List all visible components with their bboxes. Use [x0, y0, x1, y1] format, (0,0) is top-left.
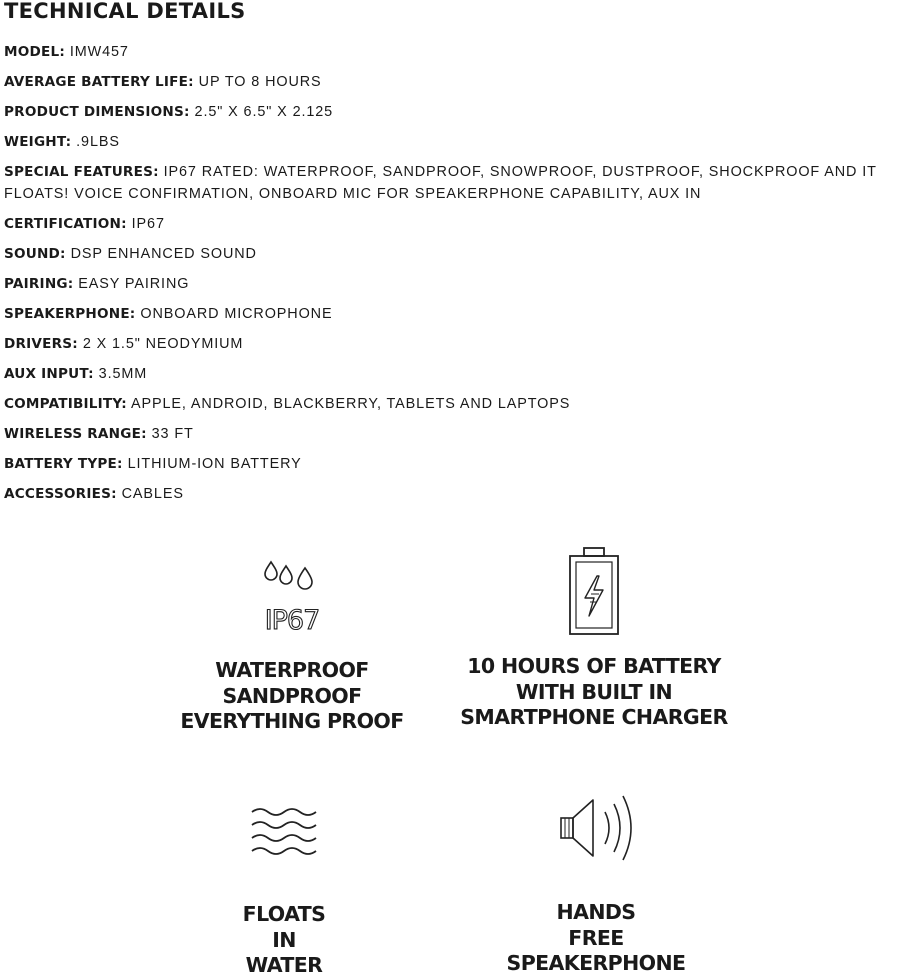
ip67-icon-text: IP67 — [264, 605, 320, 636]
speaker-icon — [553, 790, 639, 866]
spec-weight: WEIGHT: .9LBS — [4, 134, 120, 150]
spec-special-features: SPECIAL FEATURES: IP67 RATED: WATERPROOF, SANDPROOF, SNOWPROOF, DUSTPROOF, SHOCKPROOF AND IT FLOATS! VOICE CONFIRMATION, ONBOARD MIC FOR SPEAKERPHONE CAPABILITY, AUX IN — [4, 164, 877, 202]
feature-floats-caption: FLOATS IN WATER — [242, 902, 326, 977]
spec-wireless-range: WIRELESS RANGE: 33 FT — [4, 426, 194, 442]
page-title: TECHNICAL DETAILS — [4, 0, 246, 23]
battery-charging-icon — [566, 546, 622, 636]
spec-pairing: PAIRING: EASY PAIRING — [4, 276, 190, 292]
ip67-drops-icon — [257, 554, 327, 634]
spec-dimensions: PRODUCT DIMENSIONS: 2.5" X 6.5" X 2.125 — [4, 104, 334, 120]
feature-waterproof-caption: WATERPROOF SANDPROOF EVERYTHING PROOF — [180, 658, 404, 733]
feature-waterproof — [152, 554, 432, 735]
spec-aux-input: AUX INPUT: 3.5MM — [4, 366, 148, 382]
feature-speakerphone — [476, 790, 716, 977]
feature-floats — [174, 804, 394, 979]
spec-battery-type: BATTERY TYPE: LITHIUM-ION BATTERY — [4, 456, 302, 472]
spec-sound: SOUND: DSP ENHANCED SOUND — [4, 246, 257, 262]
spec-accessories: ACCESSORIES: CABLES — [4, 486, 184, 502]
spec-certification: CERTIFICATION: IP67 — [4, 216, 165, 232]
waves-icon — [249, 804, 319, 866]
feature-battery — [444, 546, 744, 731]
spec-battery-life: AVERAGE BATTERY LIFE: UP TO 8 HOURS — [4, 74, 322, 90]
spec-model: MODEL: IMW457 — [4, 44, 129, 60]
feature-speakerphone-caption: HANDS FREE SPEAKERPHONE — [506, 900, 686, 975]
spec-speakerphone: SPEAKERPHONE: ONBOARD MICROPHONE — [4, 306, 333, 322]
feature-battery-caption: 10 HOURS OF BATTERY WITH BUILT IN SMARTPHONE CHARGER — [460, 654, 728, 729]
spec-drivers: DRIVERS: 2 X 1.5" NEODYMIUM — [4, 336, 244, 352]
spec-list — [4, 41, 899, 513]
spec-compatibility: COMPATIBILITY: APPLE, ANDROID, BLACKBERRY, TABLETS AND LAPTOPS — [4, 396, 571, 412]
